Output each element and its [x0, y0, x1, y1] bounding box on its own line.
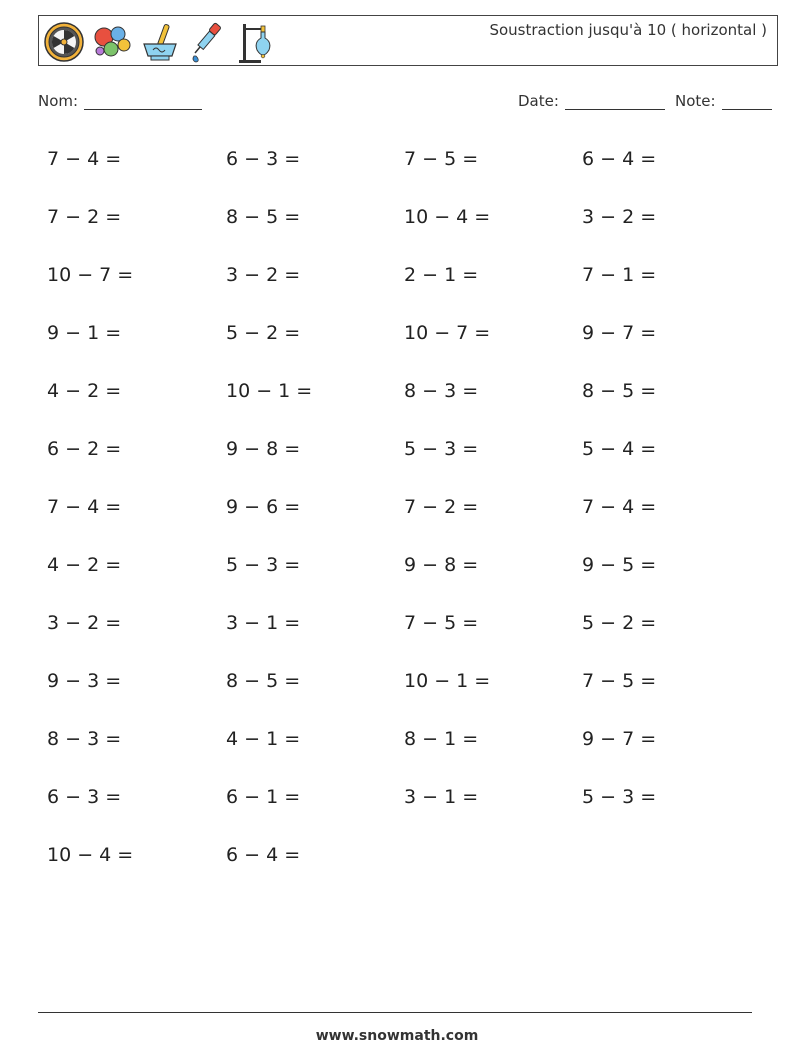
name-label: Nom: [38, 92, 79, 110]
problem-item: 4 − 1 = [226, 728, 301, 750]
problem-item: 6 − 3 = [47, 786, 122, 808]
date-field [518, 92, 665, 110]
problem-item: 5 − 3 = [582, 786, 657, 808]
problem-item: 10 − 1 = [404, 670, 491, 692]
problem-item: 10 − 4 = [404, 206, 491, 228]
worksheet-title: Soustraction jusqu'à 10 ( horizontal ) [489, 21, 767, 39]
name-blank [84, 93, 202, 110]
problem-item: 7 − 4 = [47, 496, 122, 518]
problem-item: 9 − 8 = [404, 554, 479, 576]
problem-item: 8 − 5 = [226, 670, 301, 692]
problem-item: 3 − 2 = [47, 612, 122, 634]
problem-item: 8 − 5 = [582, 380, 657, 402]
radiation-icon [43, 20, 85, 64]
problem-item: 7 − 2 = [404, 496, 479, 518]
problem-item: 8 − 3 = [47, 728, 122, 750]
problem-item: 9 − 6 = [226, 496, 301, 518]
problem-item: 7 − 4 = [582, 496, 657, 518]
problem-item: 2 − 1 = [404, 264, 479, 286]
problem-item: 5 − 2 = [582, 612, 657, 634]
problem-item: 6 − 4 = [582, 148, 657, 170]
problem-item: 5 − 3 = [226, 554, 301, 576]
problem-item: 10 − 7 = [404, 322, 491, 344]
student-info-row [0, 92, 794, 116]
problem-item: 4 − 2 = [47, 380, 122, 402]
problem-item: 10 − 7 = [47, 264, 134, 286]
molecule-icon [91, 20, 133, 64]
problem-item: 4 − 2 = [47, 554, 122, 576]
problem-item: 5 − 4 = [582, 438, 657, 460]
grade-blank [722, 93, 772, 110]
problem-item: 10 − 1 = [226, 380, 313, 402]
problem-item: 3 − 2 = [226, 264, 301, 286]
problem-item: 7 − 5 = [582, 670, 657, 692]
flask-stand-icon [235, 20, 277, 64]
problem-item: 5 − 2 = [226, 322, 301, 344]
worksheet-header [38, 15, 778, 66]
grade-field [675, 92, 772, 110]
problem-item: 6 − 4 = [226, 844, 301, 866]
dropper-icon [187, 20, 229, 64]
problem-item: 9 − 7 = [582, 728, 657, 750]
problem-item: 5 − 3 = [404, 438, 479, 460]
footer-divider [38, 1012, 752, 1013]
problem-item: 7 − 5 = [404, 612, 479, 634]
problem-item: 9 − 3 = [47, 670, 122, 692]
problem-item: 9 − 7 = [582, 322, 657, 344]
problem-item: 6 − 2 = [47, 438, 122, 460]
mortar-pestle-icon [139, 20, 181, 64]
problem-item: 3 − 1 = [226, 612, 301, 634]
problem-item: 8 − 3 = [404, 380, 479, 402]
date-blank [565, 93, 665, 110]
name-field [38, 92, 202, 110]
problem-item: 7 − 5 = [404, 148, 479, 170]
date-label: Date: [518, 92, 559, 110]
grade-label: Note: [675, 92, 716, 110]
problem-item: 7 − 4 = [47, 148, 122, 170]
problem-item: 6 − 3 = [226, 148, 301, 170]
problem-item: 8 − 5 = [226, 206, 301, 228]
problem-item: 9 − 8 = [226, 438, 301, 460]
problem-item: 8 − 1 = [404, 728, 479, 750]
problem-item: 9 − 5 = [582, 554, 657, 576]
problem-item: 3 − 1 = [404, 786, 479, 808]
problem-item: 6 − 1 = [226, 786, 301, 808]
problem-item: 9 − 1 = [47, 322, 122, 344]
header-icons [43, 20, 277, 64]
problem-item: 7 − 1 = [582, 264, 657, 286]
problem-item: 10 − 4 = [47, 844, 134, 866]
problem-item: 3 − 2 = [582, 206, 657, 228]
problem-item: 7 − 2 = [47, 206, 122, 228]
footer-url: www.snowmath.com [315, 1028, 479, 1044]
